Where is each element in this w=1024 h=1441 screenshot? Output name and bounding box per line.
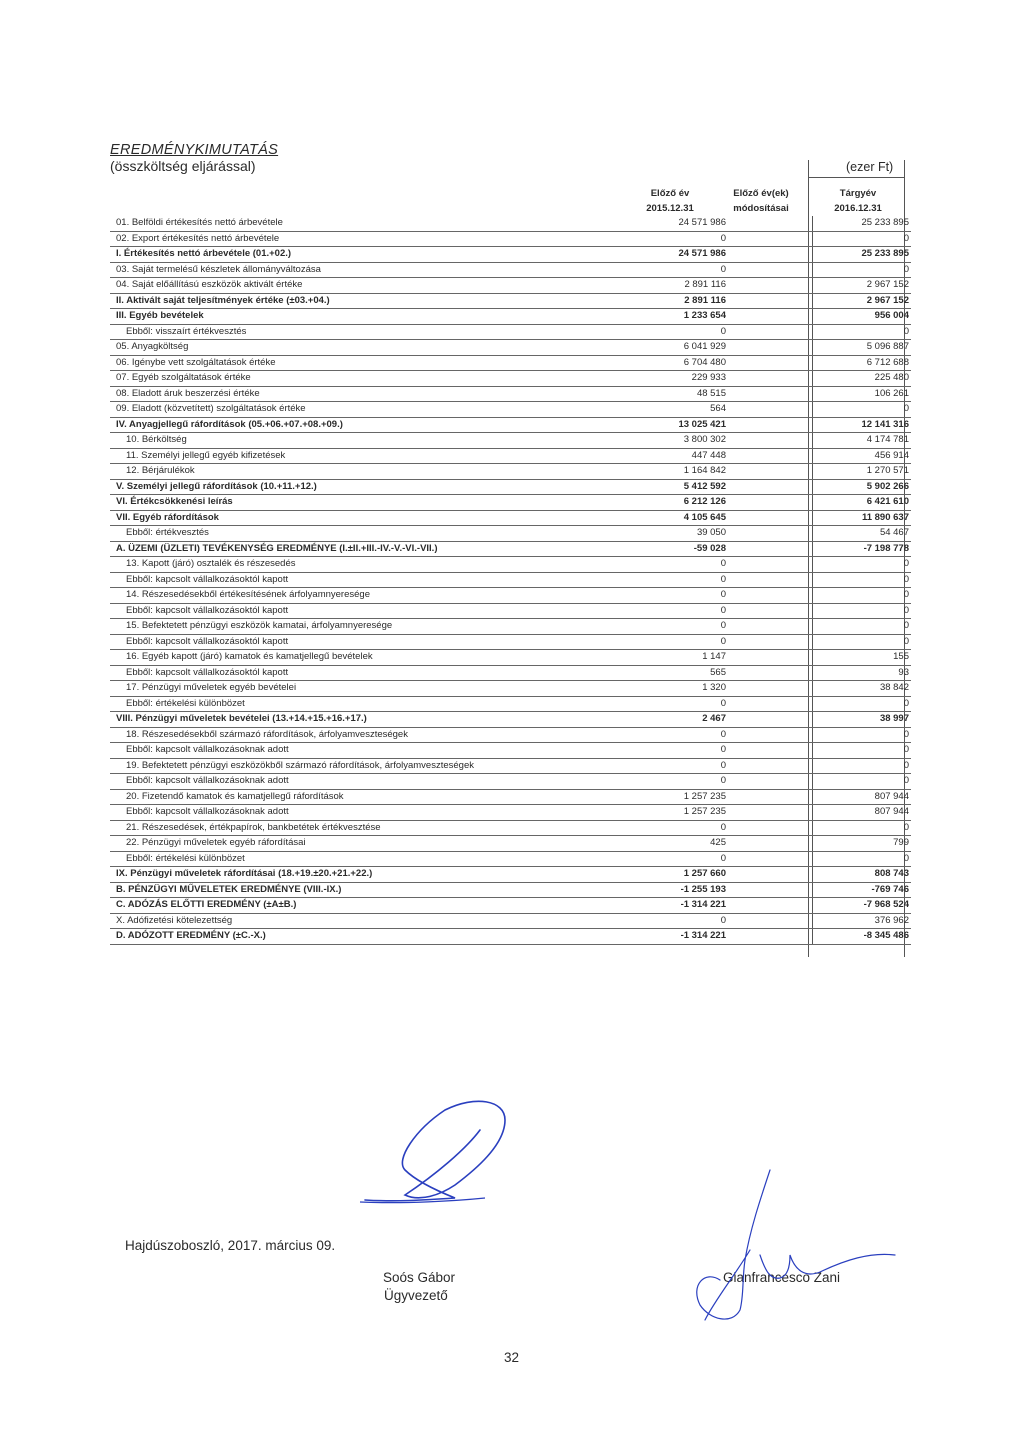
table-row [110,867,911,883]
table-row [110,650,911,666]
row-label: X. Adófizetési kötelezettség [110,913,624,929]
row-label: 07. Egyéb szolgáltatások értéke [110,371,624,387]
table-row [110,278,911,294]
row-prev-value: 5 412 592 [624,479,730,495]
row-current-value: 38 997 [813,712,912,728]
row-current-value: 0 [813,402,912,418]
row-label: IV. Anyagjellegű ráfordítások (05.+06.+07.+08.+09.) [110,417,624,433]
row-current-value: 807 944 [813,805,912,821]
row-modification-value [730,231,813,247]
row-prev-value: 1 257 235 [624,789,730,805]
row-modification-value [730,727,813,743]
row-current-value: 54 467 [813,526,912,542]
row-label: II. Aktivált saját teljesítmények értéke (±03.+04.) [110,293,624,309]
table-row [110,417,911,433]
row-current-value: 0 [813,820,912,836]
table-row [110,774,911,790]
table-row [110,789,911,805]
row-prev-value: 0 [624,851,730,867]
row-label: I. Értékesítés nettó árbevétele (01.+02.) [110,247,624,263]
row-modification-value [730,619,813,635]
row-current-value: 0 [813,557,912,573]
row-prev-value: 0 [624,743,730,759]
table-row [110,805,911,821]
table-row [110,727,911,743]
table-row [110,510,911,526]
table-row [110,402,911,418]
table-row [110,324,911,340]
table-row [110,231,911,247]
row-label: Ebből: kapcsolt vállalkozásoknak adott [110,743,624,759]
row-modification-value [730,650,813,666]
row-modification-value [730,867,813,883]
current-year-header [814,188,902,214]
row-prev-value: 1 257 660 [624,867,730,883]
row-modification-value [730,433,813,449]
row-prev-value: 0 [624,727,730,743]
row-modification-value [730,464,813,480]
table-row [110,247,911,263]
place-date: Hajdúszoboszló, 2017. március 09. [125,1238,336,1253]
row-current-value: 956 004 [813,309,912,325]
row-label: 22. Pénzügyi műveletek egyéb ráfordításai [110,836,624,852]
table-row [110,929,911,945]
row-modification-value [730,417,813,433]
row-label: VIII. Pénzügyi műveletek bevételei (13.+14.+15.+16.+17.) [110,712,624,728]
row-modification-value [730,340,813,356]
table-row [110,386,911,402]
row-label: 10. Bérköltség [110,433,624,449]
income-statement-table [110,216,911,945]
table-row [110,541,911,557]
row-label: 02. Export értékesítés nettó árbevétele [110,231,624,247]
row-current-value: 155 [813,650,912,666]
table-row [110,588,911,604]
row-prev-value: 447 448 [624,448,730,464]
table-row [110,836,911,852]
row-prev-value: 0 [624,231,730,247]
row-modification-value [730,929,813,945]
row-current-value: 25 233 895 [813,247,912,263]
row-prev-value: 0 [624,634,730,650]
table-row [110,743,911,759]
row-prev-value: 39 050 [624,526,730,542]
row-prev-value: -1 314 221 [624,929,730,945]
row-prev-value: 1 147 [624,650,730,666]
table-row [110,898,911,914]
row-modification-value [730,820,813,836]
table-row [110,820,911,836]
row-label: 08. Eladott áruk beszerzési értéke [110,386,624,402]
row-modification-value [730,448,813,464]
row-current-value: 0 [813,743,912,759]
row-prev-value: 24 571 986 [624,216,730,231]
row-prev-value: 1 320 [624,681,730,697]
row-current-value: 4 174 781 [813,433,912,449]
row-label: Ebből: értékelési különbözet [110,696,624,712]
row-modification-value [730,743,813,759]
row-modification-value [730,665,813,681]
table-row [110,433,911,449]
row-modification-value [730,898,813,914]
row-label: Ebből: értékvesztés [110,526,624,542]
row-modification-value [730,882,813,898]
row-current-value: 0 [813,727,912,743]
table-row [110,572,911,588]
row-current-value: 5 902 266 [813,479,912,495]
statement-subtitle: (összköltség eljárással) [110,158,256,174]
row-label: III. Egyéb bevételek [110,309,624,325]
table-row [110,882,911,898]
current-column-border-left-top [808,160,809,178]
row-modification-value [730,789,813,805]
statement-title: EREDMÉNYKIMUTATÁS [110,142,279,158]
table-row [110,448,911,464]
row-modification-value [730,293,813,309]
row-modification-value [730,572,813,588]
row-modification-value [730,247,813,263]
row-prev-value: 564 [624,402,730,418]
row-prev-value: 6 041 929 [624,340,730,356]
row-current-value: 2 967 152 [813,293,912,309]
row-prev-value: 0 [624,774,730,790]
signature-2 [670,1160,900,1330]
row-label: VII. Egyéb ráfordítások [110,510,624,526]
table-row [110,758,911,774]
signer1-name: Soós Gábor [383,1270,456,1285]
row-current-value: 5 096 887 [813,340,912,356]
row-prev-value: 0 [624,758,730,774]
row-current-value: 6 712 688 [813,355,912,371]
row-current-value: 0 [813,851,912,867]
table-row [110,479,911,495]
unit-divider [808,177,904,178]
row-label: 21. Részesedések, értékpapírok, bankbetétek értékvesztése [110,820,624,836]
row-label: IX. Pénzügyi műveletek ráfordításai (18.+19.±20.+21.+22.) [110,867,624,883]
row-label: 16. Egyéb kapott (járó) kamatok és kamatjellegű bevételek [110,650,624,666]
row-current-value: 225 480 [813,371,912,387]
row-label: B. PÉNZÜGYI MŰVELETEK EREDMÉNYE (VIII.-IX.) [110,882,624,898]
row-modification-value [730,526,813,542]
table-row [110,851,911,867]
row-prev-value: 0 [624,820,730,836]
signature-1-stroke [365,1101,505,1201]
row-current-value: 0 [813,231,912,247]
row-label: 18. Részesedésekből származó ráfordítások, árfolyamveszteségek [110,727,624,743]
row-label: A. ÜZEMI (ÜZLETI) TEVÉKENYSÉG EREDMÉNYE (I.±II.+III.-IV.-V.-VI.-VII.) [110,541,624,557]
row-current-value: 0 [813,603,912,619]
row-label: 20. Fizetendő kamatok és kamatjellegű ráfordítások [110,789,624,805]
table-row [110,526,911,542]
table-row [110,603,911,619]
row-current-value: 25 233 895 [813,216,912,231]
current-year-label: Tárgyév [839,188,877,199]
row-prev-value: 0 [624,557,730,573]
table-row [110,696,911,712]
row-prev-value: 48 515 [624,386,730,402]
row-current-value: -8 345 486 [813,929,912,945]
row-prev-value: 2 891 116 [624,293,730,309]
row-prev-value: 229 933 [624,371,730,387]
page-number: 32 [504,1350,520,1365]
row-label: 14. Részesedésekből értékesítésének árfolyamnyeresége [110,588,624,604]
signature-2-stroke [697,1170,895,1320]
row-label: 05. Anyagköltség [110,340,624,356]
row-modification-value [730,836,813,852]
row-modification-value [730,774,813,790]
table-row [110,681,911,697]
row-label: Ebből: kapcsolt vállalkozásoknak adott [110,805,624,821]
row-prev-value: 0 [624,603,730,619]
row-label: Ebből: kapcsolt vállalkozásoknak adott [110,774,624,790]
table-row [110,464,911,480]
row-modification-value [730,696,813,712]
row-modification-value [730,386,813,402]
row-prev-value: 1 257 235 [624,805,730,821]
table-row [110,634,911,650]
prev-year-date: 2015.12.31 [646,203,694,214]
row-prev-value: 13 025 421 [624,417,730,433]
row-modification-value [730,402,813,418]
row-label: 06. Igénybe vett szolgáltatások értéke [110,355,624,371]
row-label: 17. Pénzügyi műveletek egyéb bevételei [110,681,624,697]
row-modification-value [730,851,813,867]
row-current-value: 0 [813,774,912,790]
row-label: 03. Saját termelésű készletek állományváltozása [110,262,624,278]
row-prev-value: 2 891 116 [624,278,730,294]
row-modification-value [730,541,813,557]
unit-label: (ezer Ft) [846,160,894,174]
current-year-date: 2016.12.31 [834,203,882,214]
table-row [110,665,911,681]
row-current-value: 0 [813,634,912,650]
row-label: Ebből: kapcsolt vállalkozásoktól kapott [110,665,624,681]
row-prev-value: 2 467 [624,712,730,728]
row-prev-value: 1 233 654 [624,309,730,325]
row-current-value: 0 [813,758,912,774]
row-current-value: -769 746 [813,882,912,898]
modification-label-2: módosításai [733,203,789,214]
row-current-value: 456 914 [813,448,912,464]
row-modification-value [730,603,813,619]
row-label: 15. Befektetett pénzügyi eszközök kamatai, árfolyamnyeresége [110,619,624,635]
row-label: Ebből: visszaírt értékvesztés [110,324,624,340]
row-prev-value: 0 [624,588,730,604]
signer1-role: Ügyvezető [384,1288,448,1303]
row-current-value: 0 [813,696,912,712]
row-modification-value [730,309,813,325]
row-prev-value: -1 255 193 [624,882,730,898]
row-prev-value: 565 [624,665,730,681]
row-prev-value: -59 028 [624,541,730,557]
table-row [110,355,911,371]
row-current-value: 0 [813,324,912,340]
row-prev-value: 0 [624,262,730,278]
row-modification-value [730,495,813,511]
row-current-value: 106 261 [813,386,912,402]
row-label: 12. Bérjárulékok [110,464,624,480]
row-current-value: 0 [813,588,912,604]
row-current-value: 808 743 [813,867,912,883]
row-label: Ebből: kapcsolt vállalkozásoktól kapott [110,634,624,650]
row-prev-value: 0 [624,324,730,340]
row-label: C. ADÓZÁS ELŐTTI EREDMÉNY (±A±B.) [110,898,624,914]
row-prev-value: 0 [624,913,730,929]
row-current-value: 6 421 610 [813,495,912,511]
row-current-value: 93 [813,665,912,681]
table-row [110,371,911,387]
row-modification-value [730,479,813,495]
row-modification-value [730,634,813,650]
row-current-value: 1 270 571 [813,464,912,480]
table-row [110,495,911,511]
row-current-value: -7 968 524 [813,898,912,914]
row-modification-value [730,913,813,929]
row-prev-value: 4 105 645 [624,510,730,526]
row-label: 11. Személyi jellegű egyéb kifizetések [110,448,624,464]
row-prev-value: 0 [624,572,730,588]
row-current-value: 376 962 [813,913,912,929]
row-label: VI. Értékcsökkenési leírás [110,495,624,511]
row-prev-value: 0 [624,696,730,712]
row-label: Ebből: értékelési különbözet [110,851,624,867]
row-label: Ebből: kapcsolt vállalkozásoktól kapott [110,572,624,588]
table-row [110,712,911,728]
row-modification-value [730,278,813,294]
row-modification-value [730,557,813,573]
row-modification-value [730,324,813,340]
prev-year-label: Előző év [650,188,690,199]
row-current-value: 12 141 316 [813,417,912,433]
row-current-value: -7 198 778 [813,541,912,557]
table-row [110,262,911,278]
row-prev-value: 3 800 302 [624,433,730,449]
modification-header [716,188,806,214]
row-modification-value [730,758,813,774]
prev-year-header [630,188,710,214]
row-label: 04. Saját előállítású eszközök aktivált értéke [110,278,624,294]
row-current-value: 11 890 637 [813,510,912,526]
row-label: V. Személyi jellegű ráfordítások (10.+11.+12.) [110,479,624,495]
row-label: 13. Kapott (járó) osztalék és részesedés [110,557,624,573]
table-row [110,557,911,573]
row-modification-value [730,216,813,231]
row-modification-value [730,510,813,526]
row-current-value: 807 944 [813,789,912,805]
row-prev-value: -1 314 221 [624,898,730,914]
row-modification-value [730,805,813,821]
row-prev-value: 425 [624,836,730,852]
row-prev-value: 1 164 842 [624,464,730,480]
table-row [110,293,911,309]
table-row [110,340,911,356]
row-label: 19. Befektetett pénzügyi eszközökből származó ráfordítások, árfolyamveszteségek [110,758,624,774]
table-row [110,309,911,325]
row-current-value: 2 967 152 [813,278,912,294]
row-prev-value: 0 [624,619,730,635]
signer2-name: Gianfrancesco Zani [723,1270,841,1285]
row-current-value: 0 [813,619,912,635]
row-label: 09. Eladott (közvetített) szolgáltatások értéke [110,402,624,418]
row-modification-value [730,712,813,728]
row-prev-value: 6 212 126 [624,495,730,511]
row-label: Ebből: kapcsolt vállalkozásoktól kapott [110,603,624,619]
row-modification-value [730,588,813,604]
row-modification-value [730,262,813,278]
row-label: 01. Belföldi értékesítés nettó árbevétele [110,216,624,231]
modification-label: Előző év(ek) [733,188,789,199]
row-label: D. ADÓZOTT EREDMÉNY (±C.-X.) [110,929,624,945]
table-row [110,913,911,929]
row-modification-value [730,681,813,697]
row-current-value: 0 [813,572,912,588]
row-modification-value [730,371,813,387]
row-current-value: 0 [813,262,912,278]
table-row [110,619,911,635]
row-prev-value: 6 704 480 [624,355,730,371]
signature-1 [355,1090,535,1220]
row-current-value: 799 [813,836,912,852]
row-current-value: 38 842 [813,681,912,697]
row-prev-value: 24 571 986 [624,247,730,263]
table-row [110,216,911,231]
row-modification-value [730,355,813,371]
